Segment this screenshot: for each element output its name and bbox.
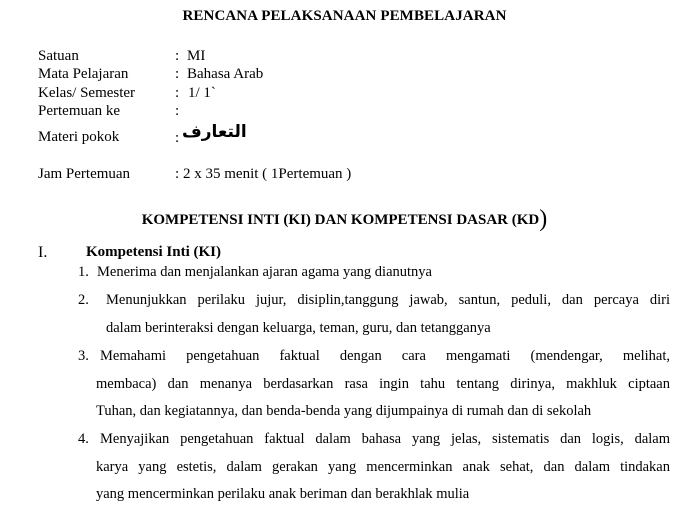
- field-label-mata-pelajaran: Mata Pelajaran: [38, 66, 129, 82]
- field-label-pertemuan-ke: Pertemuan ke: [38, 103, 121, 119]
- field-label-materi-pokok: Materi pokok: [38, 129, 120, 145]
- field-colon: :: [175, 85, 180, 101]
- document-title: RENCANA PELAKSANAAN PEMBELAJARAN: [182, 8, 507, 24]
- field-label-jam-pertemuan: Jam Pertemuan: [38, 166, 131, 182]
- section-heading-paren: ): [539, 206, 548, 232]
- list-item-line: Menunjukkan perilaku jujur, disiplin,tanggung jawab, santun, peduli, dan percaya diri: [106, 292, 670, 308]
- section-number: I.: [38, 244, 48, 261]
- list-item-number: 1.: [78, 264, 89, 280]
- list-item-number: 3.: [78, 348, 89, 364]
- field-label-kelas-semester: Kelas/ Semester: [38, 85, 136, 101]
- list-item-line: dalam berinteraksi dengan keluarga, teman, guru, dan tetangganya: [106, 320, 491, 336]
- field-value-jam-pertemuan: 2 x 35 menit ( 1Pertemuan ): [183, 166, 352, 182]
- field-colon: :: [175, 130, 180, 146]
- field-value-satuan: MI: [187, 48, 206, 64]
- list-item-line: Menyajikan pengetahuan faktual dalam bahasa yang jelas, sistematis dan logis, dalam: [100, 431, 670, 447]
- field-colon: :: [175, 66, 180, 82]
- list-item-line: Memahami pengetahuan faktual dengan cara mengamati (mendengar, melihat,: [100, 348, 670, 364]
- list-item-number: 4.: [78, 431, 89, 447]
- field-value-mata-pelajaran: Bahasa Arab: [187, 66, 264, 82]
- field-colon: :: [175, 103, 180, 119]
- list-item-line: Tuhan, dan kegiatannya, dan benda-benda yang dijumpainya di rumah dan di sekolah: [96, 403, 592, 419]
- list-item-line: yang mencerminkan perilaku anak beriman dan berakhlak mulia: [96, 486, 470, 502]
- list-item-number: 2.: [78, 292, 89, 308]
- section-title: Kompetensi Inti (KI): [86, 244, 221, 260]
- list-item-line: membaca) dan menanya berdasarkan rasa ingin tahu tentang dirinya, makhluk ciptaan: [96, 376, 670, 392]
- field-label-satuan: Satuan: [38, 48, 79, 64]
- field-colon: :: [175, 166, 180, 182]
- list-item-line: karya yang estetis, dalam gerakan yang mencerminkan anak sehat, dan dalam tindakan: [96, 459, 670, 475]
- field-value-materi-pokok: التعارف: [182, 122, 247, 142]
- section-heading-ki-kd: [0, 206, 689, 233]
- field-colon: :: [175, 48, 180, 64]
- field-value-kelas-semester: 1/ 1`: [188, 85, 216, 101]
- section-heading-text: KOMPETENSI INTI (KI) DAN KOMPETENSI DASAR (KD: [141, 212, 540, 228]
- list-item-line: Menerima dan menjalankan ajaran agama yang dianutnya: [97, 264, 432, 280]
